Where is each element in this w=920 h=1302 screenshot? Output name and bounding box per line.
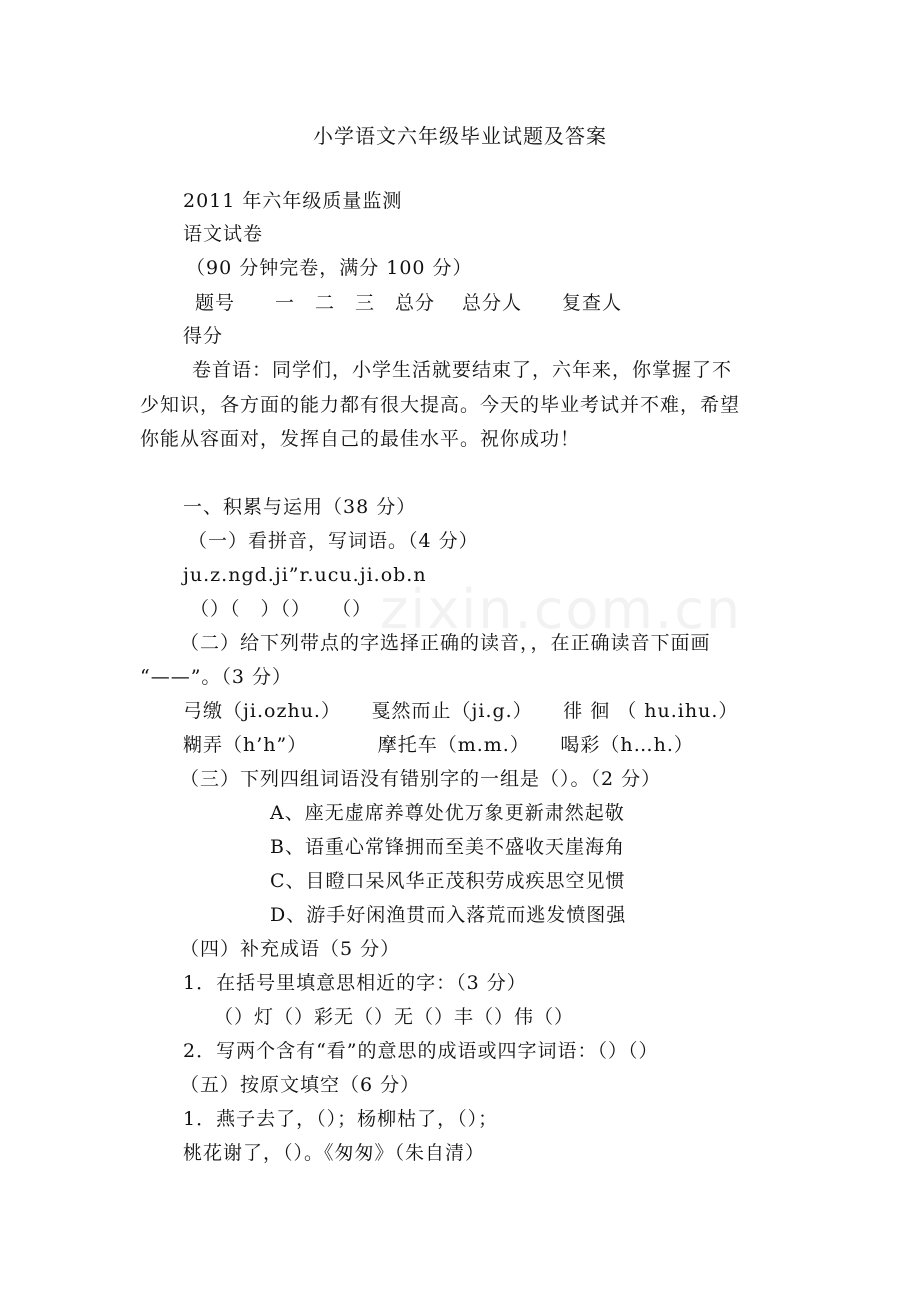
question-heading: （四）补充成语（5 分） [180, 938, 401, 960]
pinyin-line: ju.z.ngd.ji”r.ucu.ji.ob.n [183, 564, 427, 586]
question-heading: （二）给下列带点的字选择正确的读音，，在正确读音下面画 [180, 632, 711, 654]
question-heading: （三）下列四组词语没有错别字的一组是（）。（2 分） [180, 768, 662, 790]
option-d: D、游手好闲渔贯而入落荒而逃发愤图强 [270, 904, 627, 926]
option-b: B、语重心常锋拥而至美不盛收天崖海角 [270, 836, 625, 858]
document-title: 小学语文六年级毕业试题及答案 [313, 124, 607, 148]
text-line: 桃花谢了，（）。《匆匆》（朱自清） [183, 1142, 486, 1164]
text-line: 少知识，各方面的能力都有很大提高。今天的毕业考试并不难，希望 [140, 394, 741, 416]
text-line: 语文试卷 [183, 223, 264, 245]
text-line: 你能从容面对，发挥自己的最佳水平。祝你成功！ [140, 428, 581, 450]
text-line: （90 分钟完卷，满分 100 分） [186, 257, 473, 279]
watermark: zixin.com.cn [380, 578, 743, 641]
score-row-label: 得分 [183, 325, 224, 347]
answer-blanks: （）（ ）（） （） [190, 598, 373, 620]
text-line: 2．写两个含有“看”的意思的成语或四字词语：（）（） [183, 1040, 659, 1062]
question-heading: （五）按原文填空（6 分） [180, 1074, 421, 1096]
answer-blanks: （）灯（）彩无（）无（）丰（）伟（） [214, 1006, 575, 1028]
text-line: 1．燕子去了，（）；杨柳枯了，（）； [183, 1108, 499, 1130]
pronunciation-line: 糊弄（h’h”） 摩托车（m.m.） 喝彩（h…h.） [183, 734, 694, 756]
text-line: 1．在括号里填意思相近的字：（3 分） [183, 972, 527, 994]
text-line: 卷首语：同学们，小学生活就要结束了，六年来，你掌握了不 [192, 359, 733, 381]
option-a: A、座无虚席养尊处优万象更新肃然起敬 [270, 802, 625, 824]
text-line: “——”。（3 分） [140, 666, 293, 688]
question-heading: （一）看拼音，写词语。（4 分） [188, 530, 479, 552]
option-c: C、目瞪口呆风华正茂积劳成疾思空见惯 [270, 870, 626, 892]
section-heading: 一、积累与运用（38 分） [183, 496, 417, 518]
pronunciation-line: 弓缴（ji.ozhu.） 戛然而止（ji.g.） 徘 徊 （ hu.ihu.） [183, 700, 739, 722]
score-table-header: 题号 一 二 三 总分 总分人 复查人 [195, 292, 623, 314]
text-line: 2011 年六年级质量监测 [183, 190, 403, 212]
